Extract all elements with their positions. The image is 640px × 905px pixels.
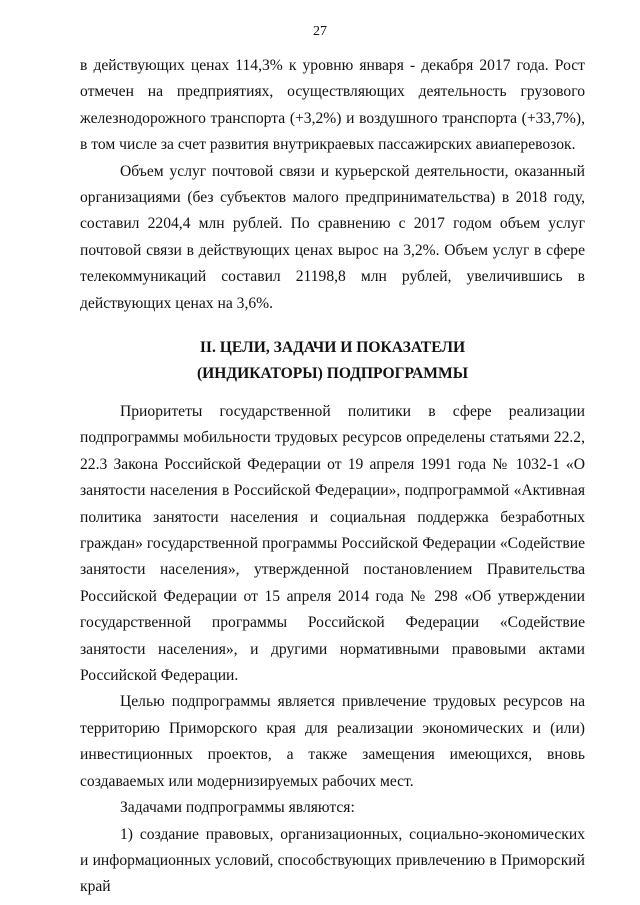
task-item-1: 1) создание правовых, организационных, социально-экономических и информационных условий, способствующих привлечению в Приморский край: [80, 825, 585, 896]
continuation-paragraph: в действующих ценах 114,3% к уровню января - декабря 2017 года. Рост отмечен на предприятиях, осуществляющих деятельность грузового железнодорожного транспорта (+3,2%) и воздушного транспорта (+33,7%), в том числе за счет развития внутрикраевых пассажирских авиаперевозок.: [80, 57, 585, 154]
section-heading-line-1: II. ЦЕЛИ, ЗАДАЧИ И ПОКАЗАТЕЛИ: [199, 339, 466, 356]
body-text-bottom: [80, 399, 585, 901]
goal-paragraph: Целью подпрограммы является привлечение трудовых ресурсов на территорию Приморского края для реализации экономических и (или) инвестиционных проектов, а также замещения имеющихся, вновь создаваемых или модернизируемых рабочих мест.: [80, 693, 585, 790]
body-text-top: [80, 53, 585, 317]
section-heading: [80, 335, 585, 387]
tasks-intro: Задачами подпрограммы являются:: [120, 799, 355, 817]
postal-services-paragraph: Объем услуг почтовой связи и курьерской деятельности, оказанный организациями (без субъектов малого предпринимательства) в 2018 году, составил 2204,4 млн рублей. По сравнению с 2017 годом объем услуг почтовой связи в действующих ценах вырос на 3,2%. Объем услуг в сфере телекоммуникаций составил 21198,8 млн рублей, увеличившись в действующих ценах на 3,6%.: [80, 162, 585, 312]
priorities-paragraph: Приоритеты государственной политики в сфере реализации подпрограммы мобильности трудовых ресурсов определены статьями 22.2, 22.3 Закона Российской Федерации от 19 апреля 1991 года № 1032-1 «О занятости населения в Российской Федерации», подпрограммой «Активная политика занятости населения и социальная поддержка безработных граждан» государственной программы Российской Федерации «Содействие занятости населения», утвержденной постановлением Правительства Российской Федерации от 15 апреля 2014 года № 298 «Об утверждении государственной программы Российской Федерации «Содействие занятости населения», и другими нормативными правовыми актами Российской Федерации.: [80, 403, 585, 685]
page-number: 27: [313, 24, 327, 39]
section-heading-line-2: (ИНДИКАТОРЫ) ПОДПРОГРАММЫ: [196, 365, 469, 382]
